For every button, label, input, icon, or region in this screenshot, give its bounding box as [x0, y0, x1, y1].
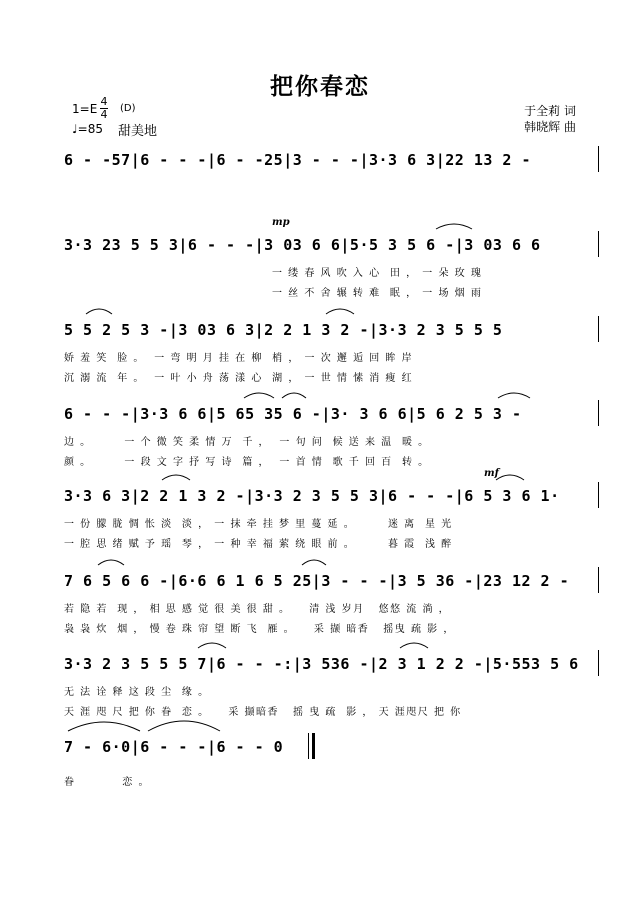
lyric-line-2: 袅 袅 炊 烟 ， 慢 卷 珠 帘 望 断 飞 雁 。 采 撷 暗香 摇曳 疏 影 ， [64, 624, 455, 635]
key-label: 1=E [72, 102, 98, 116]
notation-line: 7 6 5 6 6 -|6·6 6 1 6 5 25|3 - - -|3 5 36 -|23 12 2 - [64, 572, 570, 590]
score-system-1 [64, 146, 600, 186]
barline [598, 650, 599, 676]
notation-line: 5 5 2 5 3 -|3 03 6 3|2 2 1 3 2 -|3·3 2 3 5 5 5 [64, 321, 503, 339]
barline [598, 316, 599, 342]
lyric-line-2: 一 腔 思 绪 赋 予 瑶 琴 ， 一 种 幸 福 萦 绕 眼 前 。 暮 霞 浅 醉 [64, 539, 453, 550]
lyric-line-1: 娇 羞 笑 脸 。 一 弯 明 月 挂 在 柳 梢 ， 一 次 邂 逅 回 眸 岸 [64, 353, 414, 364]
lyric-line-1: 若 隐 若 现 ， 相 思 感 觉 很 美 很 甜 。 清 浅 岁月 悠悠 流 淌 ， [64, 604, 451, 615]
slur-marks [64, 215, 600, 235]
barline [598, 146, 599, 172]
slur-marks [64, 300, 600, 320]
lyric-line-1: 一 份 朦 胧 惆 怅 淡 淡 ， 一 抹 牵 挂 梦 里 蔓 延 。 迷 离 星 光 [64, 519, 453, 530]
time-bottom: 4 [100, 108, 108, 121]
notation-line: 7 - 6·0|6 - - -|6 - - 0 [64, 738, 284, 756]
slur-marks [64, 634, 600, 654]
lyric-line-1: 边 。 一 个 微 笑 柔 情 万 千 ， 一 句 问 候 送 来 温 暖 。 [64, 437, 430, 448]
slur-marks [64, 551, 600, 571]
final-barline [308, 733, 309, 759]
slur-marks [64, 384, 600, 404]
barline [598, 482, 599, 508]
notation-line: 3·3 23 5 5 3|6 - - -|3 03 6 6|5·5 3 5 6 -|3 03 6 6 [64, 236, 541, 254]
dynamic-mark: mp [272, 217, 290, 228]
notation-line: 3·3 2 3 5 5 5 7|6 - - -:|3 536 -|2 3 1 2 2 -|5·553 5 6 [64, 655, 579, 673]
slur-marks [64, 466, 600, 486]
quarter-note-icon: ♩ [72, 122, 78, 136]
key-note: (D) [120, 103, 136, 114]
score-system-2 [64, 217, 600, 299]
dynamic-mark: mf [484, 468, 499, 479]
tempo-mark [72, 122, 103, 136]
final-barline-heavy [312, 733, 315, 759]
score-system-6 [64, 567, 600, 635]
barline [598, 400, 599, 426]
barline [598, 567, 599, 593]
lyric-line-2: 一 丝 不 舍 辗 转 难 眠 ， 一 场 烟 雨 [272, 288, 483, 299]
lyric-line-2: 颜 。 一 段 文 字 抒 写 诗 篇 ， 一 首 情 歌 千 回 百 转 。 [64, 457, 430, 468]
song-title: 把你春恋 [270, 73, 370, 100]
barline [598, 231, 599, 257]
lyric-line-1: 眷 恋 。 [64, 777, 150, 788]
slur-marks [64, 717, 600, 737]
lyric-line-1: 无 法 诠 释 这 段 尘 缘 。 [64, 687, 210, 698]
score-system-3 [64, 316, 600, 384]
notation-line: 6 - - -|3·3 6 6|5 65 35 6 -|3· 3 6 6|5 6 2 5 3 - [64, 405, 522, 423]
score-system-8 [64, 733, 600, 788]
notation-line: 6 - -57|6 - - -|6 - -25|3 - - -|3·3 6 3|22 13 2 - [64, 151, 532, 169]
time-signature [100, 96, 108, 121]
lyricist-credit: 于全莉 词 [524, 104, 576, 118]
expression-mark: 甜美地 [118, 124, 158, 139]
score-system-4 [64, 400, 600, 468]
time-top: 4 [100, 95, 108, 108]
key-signature [72, 102, 97, 116]
composer-credit: 韩晓辉 曲 [524, 120, 576, 134]
score-system-7 [64, 650, 600, 718]
notation-line: 3·3 6 3|2 2 1 3 2 -|3·3 2 3 5 5 3|6 - - -|6 5 3 6 1· [64, 487, 560, 505]
lyric-line-2: 沉 溺 流 年 。 一 叶 小 舟 荡 漾 心 湖 ， 一 世 情 愫 消 瘦 红 [64, 373, 414, 384]
lyric-line-1: 一 缕 春 风 吹 入 心 田 ， 一 朵 玫 瑰 [272, 268, 483, 279]
tempo-value: =85 [77, 122, 103, 136]
score-system-5 [64, 468, 600, 550]
lyric-line-2: 天 涯 咫 尺 把 你 眷 恋 。 采 撷暗香 摇 曳 疏 影 ， 天 涯咫尺 把 你 [64, 707, 462, 718]
